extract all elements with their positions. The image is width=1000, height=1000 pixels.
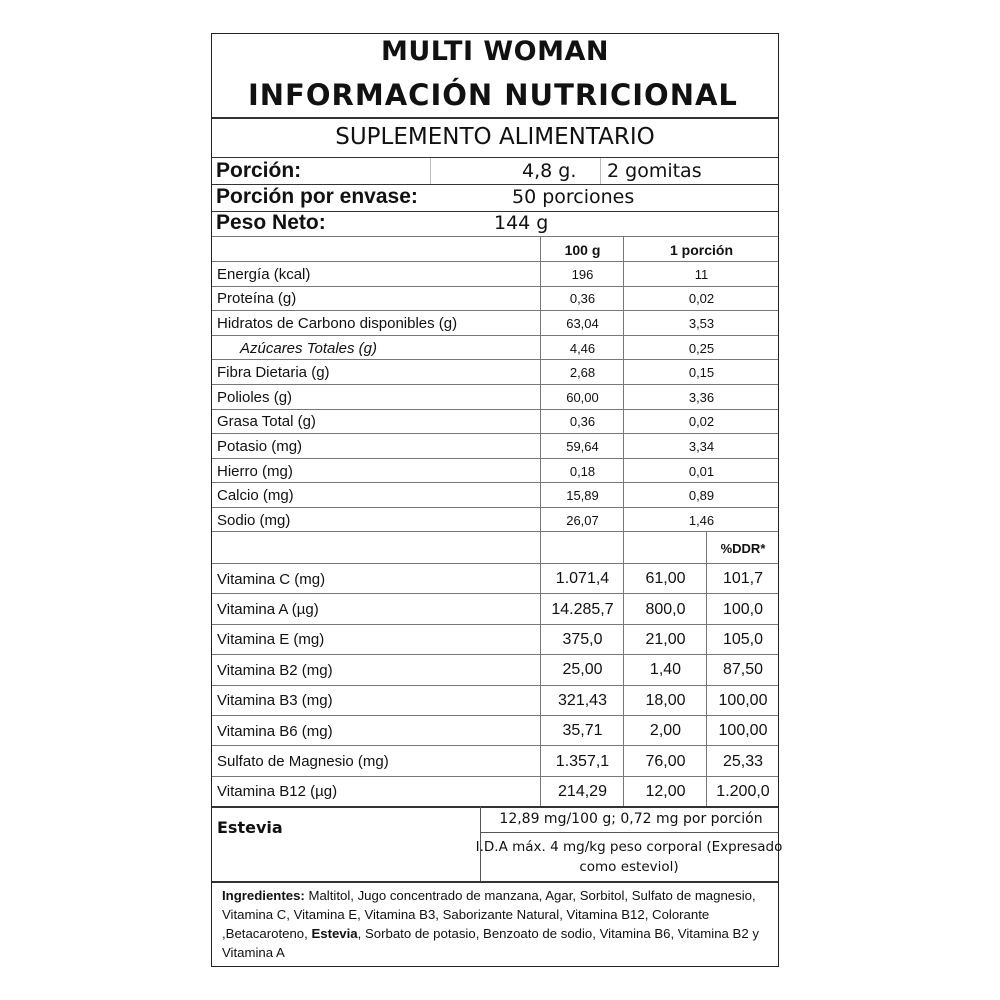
- nutrient-name: Potasio (mg): [217, 437, 303, 455]
- vitamin-ddr: 101,7: [706, 564, 779, 594]
- ingredients-stevia: Estevia: [311, 926, 358, 941]
- stevia-ida: I.D.A máx. 4 mg/kg peso corporal (Expresado como esteviol): [475, 839, 783, 875]
- vitamin-header: [212, 531, 778, 564]
- nutrient-row: [212, 359, 778, 385]
- vitamin-row: [212, 776, 778, 807]
- nutrient-name: Polioles (g): [217, 388, 293, 406]
- label-heading: INFORMACIÓN NUTRICIONAL: [248, 78, 738, 112]
- nutrient-row: [212, 507, 778, 533]
- vitamin-serving: 76,00: [623, 746, 707, 776]
- nutrient-serving: 0,02: [623, 287, 779, 312]
- nutrient-row: [212, 335, 778, 361]
- nutrient-per100: 63,04: [540, 311, 624, 336]
- col-header-ddr: %DDR*: [706, 532, 779, 564]
- nutrient-serving: 0,15: [623, 360, 779, 385]
- vitamin-per100: 14.285,7: [540, 594, 624, 624]
- vitamin-serving: 12,00: [623, 777, 707, 807]
- nutrient-row: [212, 409, 778, 435]
- vitamin-per100: 321,43: [540, 686, 624, 716]
- vitamin-per100: 375,0: [540, 625, 624, 655]
- servings-per-pack: 50 porciones: [512, 186, 635, 208]
- col-header-100g: 100 g: [540, 237, 624, 262]
- nutrient-serving: 0,89: [623, 483, 779, 508]
- vitamin-name: Vitamina B6 (mg): [217, 722, 333, 740]
- nutrient-serving: 11: [623, 262, 779, 287]
- cell: [212, 237, 540, 262]
- nutrient-serving: 0,01: [623, 459, 779, 484]
- vitamin-name: Vitamina B3 (mg): [217, 692, 333, 710]
- vitamin-row: [212, 593, 778, 624]
- vitamin-name: Vitamina B12 (µg): [217, 783, 338, 801]
- category: SUPLEMENTO ALIMENTARIO: [335, 124, 655, 150]
- vitamin-serving: 21,00: [623, 625, 707, 655]
- vitamin-per100: 1.071,4: [540, 564, 624, 594]
- vitamin-name: Vitamina E (mg): [217, 631, 325, 649]
- nutrient-per100: 26,07: [540, 508, 624, 533]
- nutrient-serving: 3,34: [623, 434, 779, 459]
- vitamin-row: [212, 624, 778, 655]
- vitamin-per100: 214,29: [540, 777, 624, 807]
- nutrient-row: [212, 261, 778, 287]
- stevia-label: Estevia: [217, 818, 283, 837]
- nutrient-row: [212, 433, 778, 459]
- divider: [212, 117, 778, 119]
- nutrient-per100: 4,46: [540, 336, 624, 361]
- ingredients-text: Maltitol, Jugo concentrado de manzana, Agar, Sorbitol, Sulfato de magnesio, Vitamina C, Vitamina E, Vitamina B3, Saborizante Natural, Vitamina B12, Colorante ,Betacaroteno,: [222, 888, 756, 941]
- nutrient-serving: 1,46: [623, 508, 779, 533]
- nutrient-per100: 196: [540, 262, 624, 287]
- divider: [600, 158, 601, 184]
- divider: [430, 158, 431, 184]
- nutrient-row: [212, 310, 778, 336]
- vitamin-ddr: 100,00: [706, 686, 779, 716]
- product-title: MULTI WOMAN: [381, 36, 609, 67]
- vitamin-ddr: 100,00: [706, 716, 779, 746]
- vitamin-serving: 800,0: [623, 594, 707, 624]
- divider: [480, 832, 778, 833]
- vitamin-ddr: 1.200,0: [706, 777, 779, 807]
- nutrient-per100: 0,36: [540, 410, 624, 435]
- nutrient-serving: 0,02: [623, 410, 779, 435]
- nutrient-name: Grasa Total (g): [217, 413, 316, 431]
- nutrient-name: Hierro (mg): [217, 462, 293, 480]
- cell: [540, 532, 624, 564]
- ingredients-text: , Sorbato de potasio, Benzoato de sodio, Vitamina B6, Vitamina B2 y Vitamina A: [222, 926, 759, 960]
- divider: [212, 881, 778, 883]
- nutrient-name: Calcio (mg): [217, 487, 294, 505]
- vitamin-row: [212, 715, 778, 746]
- nutrient-per100: 0,18: [540, 459, 624, 484]
- nutrient-per100: 60,00: [540, 385, 624, 410]
- vitamin-per100: 25,00: [540, 655, 624, 685]
- vitamin-row: [212, 654, 778, 685]
- table-header: [212, 236, 778, 262]
- nutrient-name: Fibra Dietaria (g): [217, 364, 330, 382]
- net-weight: 144 g: [494, 212, 549, 234]
- vitamin-serving: 18,00: [623, 686, 707, 716]
- vitamin-per100: 1.357,1: [540, 746, 624, 776]
- serving-label: Porción:: [216, 159, 302, 182]
- net-weight-label: Peso Neto:: [216, 211, 326, 234]
- nutrient-per100: 59,64: [540, 434, 624, 459]
- nutrient-row: [212, 286, 778, 312]
- divider: [212, 157, 778, 158]
- vitamin-row: [212, 563, 778, 594]
- nutrient-row: [212, 384, 778, 410]
- nutrient-name: Proteína (g): [217, 290, 297, 308]
- nutrient-serving: 3,53: [623, 311, 779, 336]
- nutrition-label: [211, 33, 783, 967]
- vitamin-ddr: 100,0: [706, 594, 779, 624]
- serving-units: 2 gomitas: [607, 160, 702, 182]
- vitamin-ddr: 105,0: [706, 625, 779, 655]
- vitamin-name: Sulfato de Magnesio (mg): [217, 753, 389, 771]
- cell: [623, 532, 707, 564]
- cell: [212, 532, 540, 564]
- divider: [212, 806, 778, 808]
- serving-grams: 4,8 g.: [522, 160, 577, 182]
- nutrient-row: [212, 482, 778, 508]
- nutrient-serving: 3,36: [623, 385, 779, 410]
- vitamin-row: [212, 745, 778, 776]
- vitamin-serving: 1,40: [623, 655, 707, 685]
- nutrient-row: [212, 458, 778, 484]
- vitamin-ddr: 25,33: [706, 746, 779, 776]
- ingredients-label: Ingredientes:: [222, 888, 305, 903]
- nutrient-name: Hidratos de Carbono disponibles (g): [217, 314, 458, 332]
- vitamin-name: Vitamina A (µg): [217, 601, 319, 619]
- ingredients: [222, 886, 778, 962]
- vitamin-per100: 35,71: [540, 716, 624, 746]
- nutrient-per100: 15,89: [540, 483, 624, 508]
- vitamin-row: [212, 685, 778, 716]
- servings-per-pack-label: Porción por envase:: [216, 185, 418, 208]
- nutrient-per100: 0,36: [540, 287, 624, 312]
- nutrient-serving: 0,25: [623, 336, 779, 361]
- nutrient-per100: 2,68: [540, 360, 624, 385]
- nutrient-name: Sodio (mg): [217, 511, 291, 529]
- col-header-serving: 1 porción: [623, 237, 779, 262]
- vitamin-name: Vitamina B2 (mg): [217, 661, 333, 679]
- vitamin-serving: 2,00: [623, 716, 707, 746]
- vitamin-serving: 61,00: [623, 564, 707, 594]
- vitamin-name: Vitamina C (mg): [217, 570, 326, 588]
- stevia-amount: 12,89 mg/100 g; 0,72 mg por porción: [499, 811, 763, 827]
- nutrient-name: Azúcares Totales (g): [240, 339, 378, 357]
- nutrient-name: Energía (kcal): [217, 265, 311, 283]
- vitamin-ddr: 87,50: [706, 655, 779, 685]
